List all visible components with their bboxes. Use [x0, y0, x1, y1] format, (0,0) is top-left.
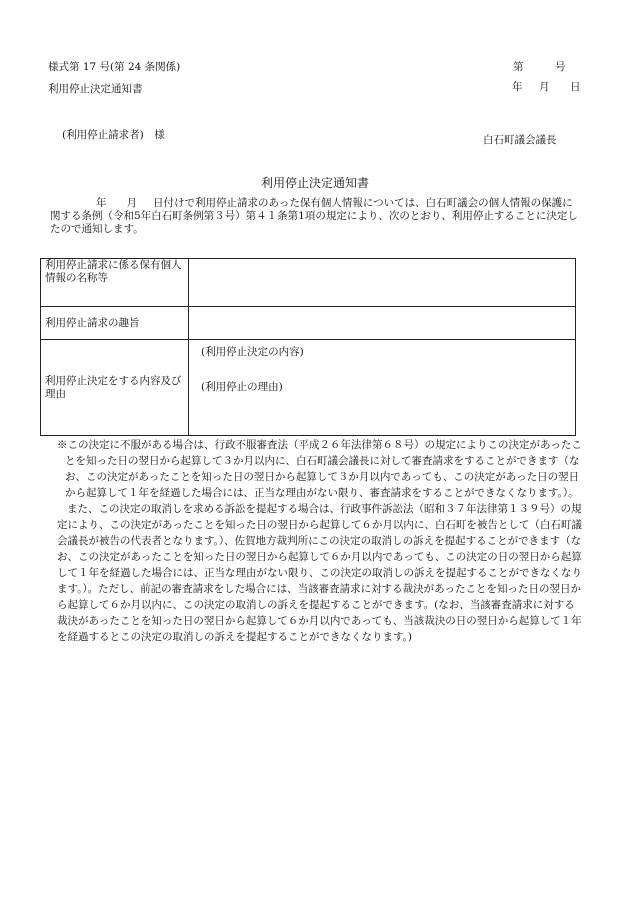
form-number: 様式第 17 号(第 24 条関係) [48, 61, 181, 73]
date-month-label: 月 [539, 81, 550, 93]
recipient: (利用停止請求者) 様 [62, 129, 165, 141]
note-appeal-review: ※この決定に不服がある場合は、行政不服審査法（平成２６年法律第６８号）の規定によりこの決定があったことを知った日の翌日から起算して３か月以内に、白石町議会議長に対して審査請求をすることができます（なお、この決定があったことを知った日の翌日から起算して３か月以内であっても、この決定があった日の翌日から起算して１年を経過した場合には、正当な理由がない限り、審査請求をすることができなくなります。）。 [57, 439, 582, 499]
sender: 白石町議会議長 [483, 134, 557, 146]
decision-content-label: (利用停止決定の内容) [201, 346, 304, 358]
date-year-label: 年 [512, 81, 523, 93]
row-label-decision-reason: 利用停止決定をする内容及び理由 [41, 340, 189, 436]
row-label-request-purpose: 利用停止請求の趣旨 [41, 307, 189, 340]
table-row [41, 259, 576, 307]
body-text: 日付けで利用停止請求のあった保有個人情報については、白石町議会の個人情報の保護に関する条例（令和5年白石町条例第３号）第４１条第1項の規定により、次のとおり、利用停止することに決定したので通知します。 [50, 197, 578, 235]
row-value-decision-reason [189, 340, 576, 436]
table-row [41, 307, 576, 340]
document-number-label: 第 [513, 61, 524, 73]
table-row [41, 340, 576, 436]
row-value-personal-info-name [189, 259, 576, 307]
note-lawsuit: また、この決定の取消しを求める訴訟を提起する場合は、行政事件訴訟法（昭和３７年法律第１３９号）の規定により、この決定があったことを知った日の翌日から起算して６か月以内に、白石町を被告として（白石町議会議長が被告の代表者となります。）、佐賀地方裁判所にこの決定の取消しの訴えを提起することができます（なお、この決定があったことを知った日の翌日から起算して６か月以内であっても、この決定の日の翌日から起算して１年を経過した場合には、正当な理由がない限り、この決定の取消しの訴えを提起することができなくなります。）。ただし、前記の審査請求をした場合には、当該審査請求に対する裁決があったことを知った日の翌日から起算して６か月以内に、この決定の取消しの訴えを提起することができます。(なお、当該審査請求に対する裁決があったことを知った日の翌日から起算して６か月以内であっても、当該裁決の日の翌日から起算して１年を経過するとこの決定の取消しの訴えを提起することができなくなります。) [57, 503, 582, 643]
appeal-notes [57, 437, 585, 645]
date-day-label: 日 [570, 81, 581, 93]
document-number-suffix: 号 [555, 61, 566, 73]
document-label: 利用停止決定通知書 [48, 83, 143, 95]
row-value-request-purpose [189, 307, 576, 340]
decision-reason-label: (利用停止の理由) [201, 381, 283, 393]
info-table [40, 258, 576, 436]
body-paragraph [50, 197, 580, 236]
page-title: 利用停止決定通知書 [260, 176, 369, 190]
row-label-personal-info-name: 利用停止請求に係る保有個人情報の名称等 [41, 259, 189, 307]
body-date-year: 年 [96, 197, 107, 209]
body-date-month: 月 [126, 197, 137, 209]
